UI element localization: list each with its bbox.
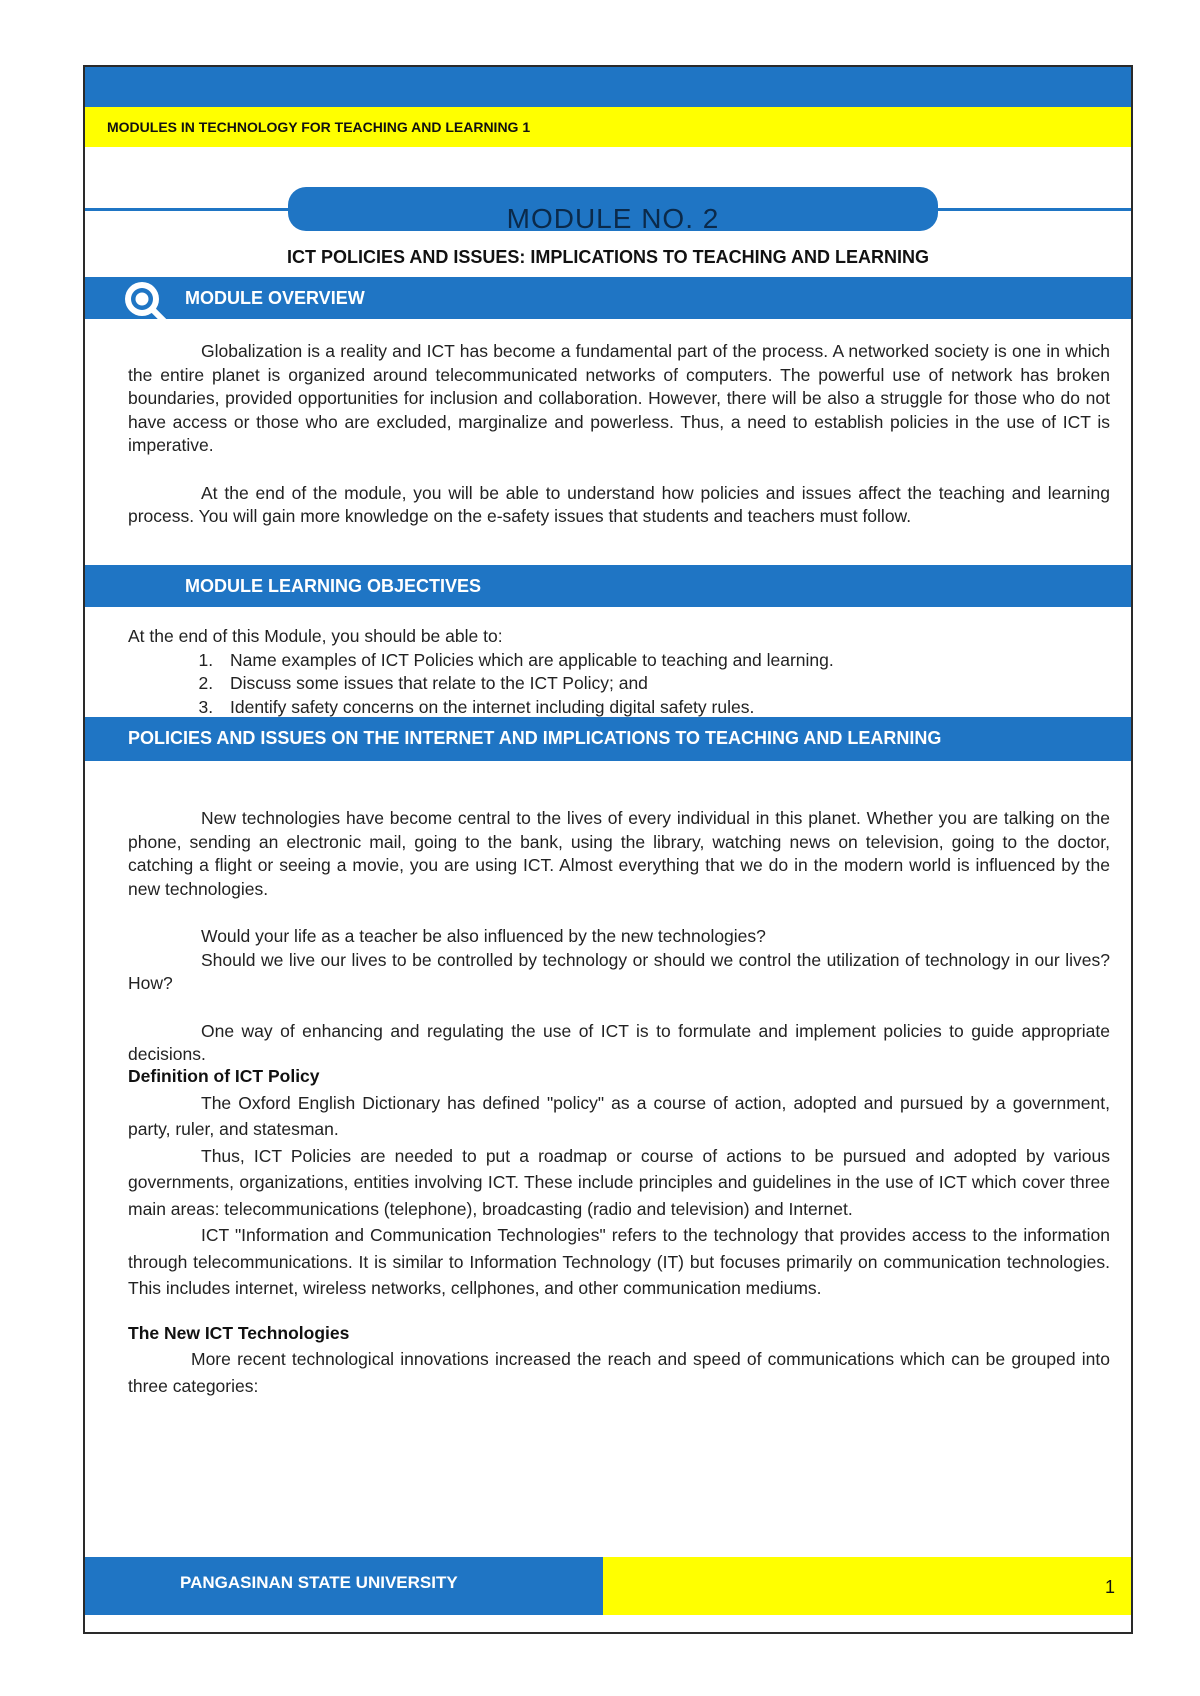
overview-text	[128, 340, 1110, 529]
objective-item: 2. Discuss some issues that relate to the ICT Policy; and	[218, 672, 1110, 696]
objective-item: 3. Identify safety concerns on the internet including digital safety rules.	[218, 696, 1110, 720]
footer-yellow-block	[603, 1557, 1133, 1615]
document-page	[83, 65, 1133, 1634]
module-number-banner	[288, 187, 938, 231]
policies-heading: POLICIES AND ISSUES ON THE INTERNET AND IMPLICATIONS TO TEACHING AND LEARNING	[128, 728, 942, 748]
university-name: PANGASINAN STATE UNIVERSITY	[180, 1573, 458, 1592]
top-blue-bar	[85, 67, 1131, 107]
overview-heading: MODULE OVERVIEW	[185, 288, 365, 308]
overview-band	[85, 277, 1131, 319]
module-number-label: MODULE NO. 2	[506, 203, 720, 231]
definition-paragraph: Thus, ICT Policies are needed to put a roadmap or course of actions to be pursued and adopted by various governments, organizations, entities involving ICT. These include principles and guidelines in the use of ICT which cover three main areas: telecommunications (telephone), broadcasting (radio and television) and Internet.	[128, 1145, 1110, 1219]
new-tech-paragraph: More recent technological innovations increased the reach and speed of communications which can be grouped into three categories:	[128, 1349, 1110, 1396]
magnifier-icon	[122, 279, 172, 329]
module-title: ICT POLICIES AND ISSUES: IMPLICATIONS TO TEACHING AND LEARNING	[286, 247, 930, 267]
policies-band	[85, 717, 1131, 761]
objectives-list	[128, 649, 1110, 720]
objectives-intro: At the end of this Module, you should be able to:	[128, 626, 503, 646]
policies-text	[128, 807, 1110, 1067]
objective-item: 1. Name examples of ICT Policies which are applicable to teaching and learning.	[218, 649, 1110, 673]
definition-section	[128, 1063, 1110, 1399]
overview-paragraph: At the end of the module, you will be able to understand how policies and issues affect the teaching and learning process. You will gain more knowledge on the e-safety issues that students and teachers must follow.	[128, 482, 1110, 526]
policies-paragraph: New technologies have become central to the lives of every individual in this planet. Whether you are talking on the phone, sending an electronic mail, going to the bank, using the library, watching news on television, going to the doctor, catching a flight or seeing a movie, you are using ICT. Almost everything that we do in the modern world is influenced by the new technologies.	[128, 808, 1110, 899]
rule-right	[935, 208, 1133, 211]
objectives-band	[85, 565, 1131, 607]
definition-heading: Definition of ICT Policy	[128, 1066, 320, 1086]
overview-paragraph: Globalization is a reality and ICT has become a fundamental part of the process. A networked society is one in which the entire planet is organized around telecommunicated networks of computers. The powerful use of network has broken boundaries, provided opportunities for inclusion and collaboration. However, there will be also a struggle for those who do not have access or those who are excluded, marginalize and powerless. Thus, a need to establish policies in the use of ICT is imperative.	[128, 341, 1110, 455]
rule-left	[85, 208, 295, 211]
objectives-text	[128, 625, 1110, 719]
series-title: MODULES IN TECHNOLOGY FOR TEACHING AND LEARNING 1	[107, 119, 531, 135]
policies-paragraph: One way of enhancing and regulating the use of ICT is to formulate and implement policies to guide appropriate decisions.	[128, 1020, 1110, 1064]
question-two: Should we live our lives to be controlled by technology or should we control the utilization of technology in our lives? How?	[128, 949, 1110, 993]
page-number: 1	[1104, 1577, 1115, 1597]
footer-blue-block	[85, 1557, 603, 1615]
definition-paragraph: ICT "Information and Communication Technologies" refers to the technology that provides access to the information through telecommunications. It is similar to Information Technology (IT) but focuses primarily on communication technologies. This includes internet, wireless networks, cellphones, and other communication mediums.	[128, 1225, 1110, 1298]
question-one: Would your life as a teacher be also influenced by the new technologies?	[201, 926, 766, 946]
objectives-heading: MODULE LEARNING OBJECTIVES	[185, 576, 482, 596]
definition-paragraph: The Oxford English Dictionary has defined "policy" as a course of action, adopted and pursued by a government, party, ruler, and statesman.	[128, 1092, 1110, 1139]
new-tech-heading: The New ICT Technologies	[128, 1322, 350, 1343]
